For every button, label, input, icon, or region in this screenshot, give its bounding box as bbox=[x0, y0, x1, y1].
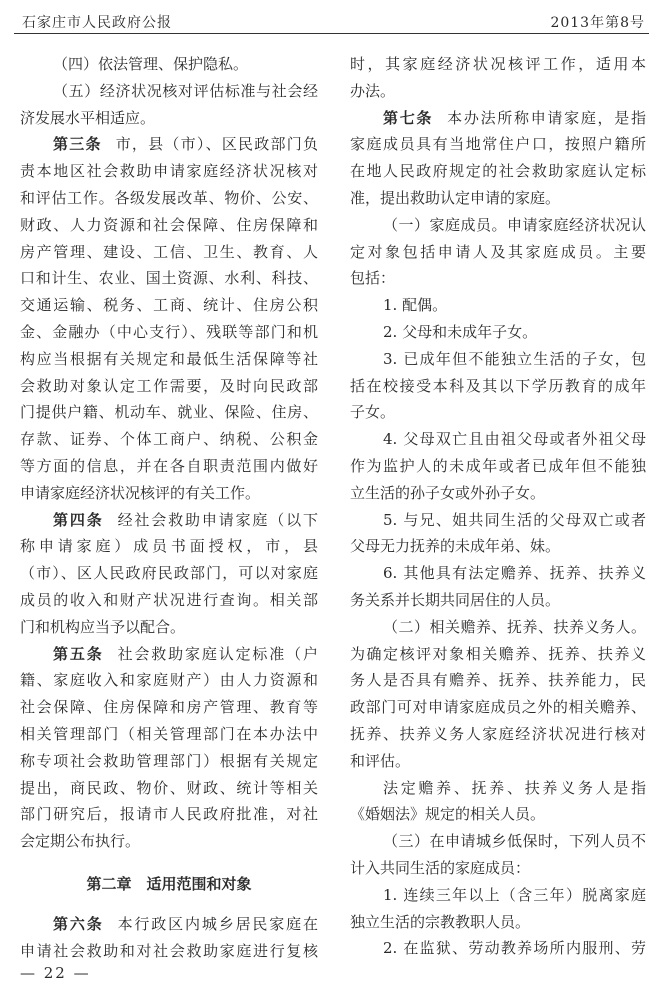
text-line bbox=[20, 265, 318, 292]
text-line bbox=[350, 265, 646, 292]
text-line bbox=[20, 694, 318, 721]
line-text: 会救助对象认定工作需要，及时向民政部 bbox=[20, 376, 318, 395]
text-line bbox=[20, 105, 318, 132]
line-text: 本行政区内城乡居民家庭在 bbox=[117, 914, 318, 933]
article-number: 第三条 bbox=[53, 135, 102, 154]
line-text: 务关系并长期共同居住的人员。 bbox=[350, 590, 561, 609]
text-line bbox=[20, 158, 318, 185]
paragraph bbox=[350, 882, 646, 936]
line-text: 申请社会救助和对社会救助家庭进行复核 bbox=[20, 941, 318, 960]
line-text: （三）在申请城乡低保时，下列人员不 bbox=[383, 832, 646, 851]
line-text: 计入共同生活的家庭成员： bbox=[350, 858, 531, 877]
line-text: 为确定核评对象相关赡养、抚养、扶养义 bbox=[350, 644, 646, 663]
line-text: 1. 配偶。 bbox=[383, 296, 448, 315]
text-line bbox=[350, 239, 646, 266]
line-text: 家庭成员具有当地常住户口，按照户籍所 bbox=[350, 135, 646, 154]
line-text: 抚养、扶养义务人家庭经济状况进行核对 bbox=[350, 724, 646, 743]
paragraph bbox=[350, 775, 646, 829]
paragraph bbox=[350, 319, 646, 346]
line-text: 6. 其他具有法定赡养、抚养、扶养义 bbox=[383, 564, 646, 583]
article-number: 第五条 bbox=[53, 644, 104, 663]
article-number: 第六条 bbox=[53, 914, 104, 933]
text-line bbox=[350, 212, 646, 239]
article-number: 第四条 bbox=[53, 510, 104, 529]
text-line bbox=[20, 480, 318, 507]
page-number: — 22 — bbox=[20, 964, 91, 982]
paragraph bbox=[350, 560, 646, 614]
line-text: 定对象包括申请人及其家庭成员。主要 bbox=[350, 242, 646, 261]
line-text: 提出，商民政、物价、财政、统计等相关 bbox=[20, 778, 318, 797]
line-text: 相关管理部门（相关管理部门在本办法中 bbox=[20, 724, 318, 743]
text-line bbox=[20, 533, 318, 560]
text-line bbox=[350, 319, 646, 346]
text-line bbox=[350, 426, 646, 453]
line-text: 社会救助家庭认定标准（户 bbox=[117, 644, 318, 663]
line-text: 时，其家庭经济状况核评工作，适用本 bbox=[350, 55, 646, 73]
line-text: 政部门可对申请家庭成员之外的相关赡养、 bbox=[350, 698, 646, 717]
text-line bbox=[350, 855, 646, 882]
text-line bbox=[350, 935, 646, 962]
text-line bbox=[20, 775, 318, 802]
line-text: 门和机构应当予以配合。 bbox=[20, 617, 186, 636]
line-text: 交通运输、税务、工商、统计、住房公积 bbox=[20, 296, 318, 315]
text-line bbox=[20, 911, 318, 938]
line-text: 门提供户籍、机动车、就业、保险、住房、 bbox=[20, 403, 318, 422]
text-line bbox=[20, 587, 318, 614]
text-line bbox=[350, 399, 646, 426]
line-text: 会定期公布执行。 bbox=[20, 832, 141, 851]
line-text: 籍、家庭收入和家庭财产）由人力资源和 bbox=[20, 671, 318, 690]
text-line bbox=[350, 158, 646, 185]
text-line bbox=[20, 426, 318, 453]
text-line bbox=[20, 131, 318, 158]
text-line bbox=[20, 239, 318, 266]
text-line bbox=[20, 185, 318, 212]
header-rule bbox=[14, 33, 649, 34]
paragraph bbox=[350, 292, 646, 319]
text-line bbox=[350, 346, 646, 373]
line-text: 称专项社会救助管理部门）根据有关规定 bbox=[20, 751, 318, 770]
text-line bbox=[350, 78, 646, 105]
paragraph bbox=[350, 935, 646, 962]
line-text: 经社会救助申请家庭（以下 bbox=[117, 510, 318, 529]
line-text: 作为监护人的未成年或者已成年但不能独 bbox=[350, 456, 646, 475]
paragraph bbox=[350, 507, 646, 561]
line-text: 申请家庭经济状况核评的有关工作。 bbox=[20, 483, 261, 502]
issue-number: 2013年第8号 bbox=[550, 15, 645, 31]
text-line bbox=[20, 453, 318, 480]
text-line bbox=[350, 882, 646, 909]
paragraph bbox=[20, 641, 318, 855]
line-text: 部门研究后，报请市人民政府批准，对社 bbox=[20, 805, 318, 824]
line-text: 括在校接受本科及其以下学历教育的成年 bbox=[350, 376, 646, 395]
line-text: 市，县（市）、区民政部门负 bbox=[115, 135, 318, 154]
text-line bbox=[20, 828, 318, 855]
line-text: 子女。 bbox=[350, 403, 396, 422]
text-line bbox=[20, 319, 318, 346]
line-text: 等方面的信息，并在各自职责范围内做好 bbox=[20, 456, 318, 475]
paragraph bbox=[350, 346, 646, 426]
line-text: 务人是否具有赡养、抚养、扶养能力，民 bbox=[350, 671, 646, 690]
paragraph bbox=[20, 507, 318, 641]
line-text: 财政、人力资源和社会保障、住房保障和 bbox=[20, 215, 318, 234]
article-number: 第七条 bbox=[383, 108, 434, 127]
text-line bbox=[20, 801, 318, 828]
line-text: 5. 与兄、姐共同生活的父母双亡或者 bbox=[383, 510, 646, 529]
line-text: （五）经济状况核对评估标准与社会经 bbox=[53, 81, 318, 100]
text-line bbox=[20, 614, 318, 641]
text-line bbox=[350, 641, 646, 668]
line-text: 责本地区社会救助申请家庭经济状况核对 bbox=[20, 162, 318, 181]
paragraph bbox=[20, 78, 318, 132]
text-line bbox=[350, 185, 646, 212]
line-text: 2. 在监狱、劳动教养场所内服刑、劳 bbox=[383, 939, 646, 958]
text-line bbox=[350, 587, 646, 614]
line-text: 立生活的孙子女或外孙子女。 bbox=[350, 483, 546, 502]
text-line bbox=[20, 399, 318, 426]
line-text: 办法。 bbox=[350, 81, 396, 100]
line-text: 3. 已成年但不能独立生活的子女，包 bbox=[383, 349, 646, 368]
line-text: 独立生活的宗教教职人员。 bbox=[350, 912, 531, 931]
text-line bbox=[350, 667, 646, 694]
line-text: 《婚姻法》规定的相关人员。 bbox=[350, 805, 546, 824]
line-text: 口和计生、农业、国土资源、水利、科技、 bbox=[20, 269, 318, 288]
line-text: 4. 父母双亡且由祖父母或者外祖父母 bbox=[383, 430, 646, 449]
line-text: 和评估工作。各级发展改革、物价、公安、 bbox=[20, 188, 318, 207]
text-line bbox=[20, 373, 318, 400]
line-text: （二）相关赡养、抚养、扶养义务人。 bbox=[383, 617, 646, 636]
line-text: 法定赡养、抚养、扶养义务人是指 bbox=[383, 778, 646, 797]
text-line bbox=[20, 292, 318, 319]
paragraph bbox=[20, 911, 318, 965]
text-line bbox=[20, 346, 318, 373]
line-text: 包括： bbox=[350, 269, 396, 288]
line-text: 本办法所称申请家庭，是指 bbox=[447, 108, 646, 127]
paragraph bbox=[350, 614, 646, 775]
line-text: 1. 连续三年以上（含三年）脱离家庭 bbox=[383, 885, 646, 904]
line-text: 和评估。 bbox=[350, 751, 411, 770]
line-text: 称申请家庭）成员书面授权，市，县 bbox=[20, 537, 318, 556]
text-line bbox=[20, 78, 318, 105]
text-line bbox=[350, 373, 646, 400]
text-line bbox=[350, 775, 646, 802]
text-line bbox=[350, 748, 646, 775]
line-text: （市）、区人民政府民政部门，可以对家庭 bbox=[20, 564, 318, 583]
text-line bbox=[20, 641, 318, 668]
paragraph bbox=[350, 105, 646, 212]
text-line bbox=[350, 533, 646, 560]
text-line bbox=[20, 212, 318, 239]
paragraph bbox=[20, 51, 318, 78]
text-line bbox=[350, 560, 646, 587]
paragraph bbox=[350, 426, 646, 506]
line-text: 准，提出救助认定申请的家庭。 bbox=[350, 188, 561, 207]
text-line bbox=[350, 694, 646, 721]
paragraph bbox=[350, 828, 646, 882]
left-column bbox=[20, 51, 318, 964]
text-line bbox=[350, 105, 646, 132]
line-text: （四）依法管理、保护隐私。 bbox=[53, 55, 249, 73]
text-line bbox=[350, 453, 646, 480]
line-text: 社会保障、住房保障和房产管理、教育等 bbox=[20, 698, 318, 717]
publication-title: 石家庄市人民政府公报 bbox=[22, 15, 172, 31]
text-line bbox=[350, 51, 646, 78]
text-line bbox=[20, 51, 318, 78]
text-line bbox=[20, 748, 318, 775]
line-text: 济发展水平相适应。 bbox=[20, 108, 156, 127]
line-text: 2. 父母和未成年子女。 bbox=[383, 322, 538, 341]
text-line bbox=[350, 507, 646, 534]
paragraph bbox=[350, 51, 646, 105]
text-line bbox=[350, 801, 646, 828]
line-text: 房产管理、建设、工信、卫生、教育、人 bbox=[20, 242, 318, 261]
line-text: 金、金融办（中心支行）、残联等部门和机 bbox=[20, 322, 318, 341]
chapter-heading: 第二章 适用范围和对象 bbox=[86, 874, 252, 893]
line-text: 构应当根据有关规定和最低生活保障等社 bbox=[20, 349, 318, 368]
line-text: （一）家庭成员。申请家庭经济状况认 bbox=[383, 215, 646, 234]
text-line bbox=[20, 938, 318, 965]
line-text: 成员的收入和财产状况进行查询。相关部 bbox=[20, 590, 318, 609]
text-line bbox=[350, 292, 646, 319]
paragraph bbox=[350, 212, 646, 292]
right-column bbox=[350, 51, 646, 962]
line-text: 存款、证券、个体工商户、纳税、公积金 bbox=[20, 430, 318, 449]
text-line bbox=[350, 480, 646, 507]
paragraph bbox=[20, 131, 318, 506]
text-line bbox=[350, 909, 646, 936]
text-line bbox=[20, 560, 318, 587]
text-line bbox=[20, 721, 318, 748]
text-line bbox=[350, 131, 646, 158]
text-line bbox=[20, 507, 318, 534]
line-text: 在地人民政府规定的社会救助家庭认定标 bbox=[350, 162, 646, 181]
text-line bbox=[350, 721, 646, 748]
line-text: 父母无力抚养的未成年弟、妹。 bbox=[350, 537, 561, 556]
text-line bbox=[350, 614, 646, 641]
text-line bbox=[350, 828, 646, 855]
text-line bbox=[20, 667, 318, 694]
